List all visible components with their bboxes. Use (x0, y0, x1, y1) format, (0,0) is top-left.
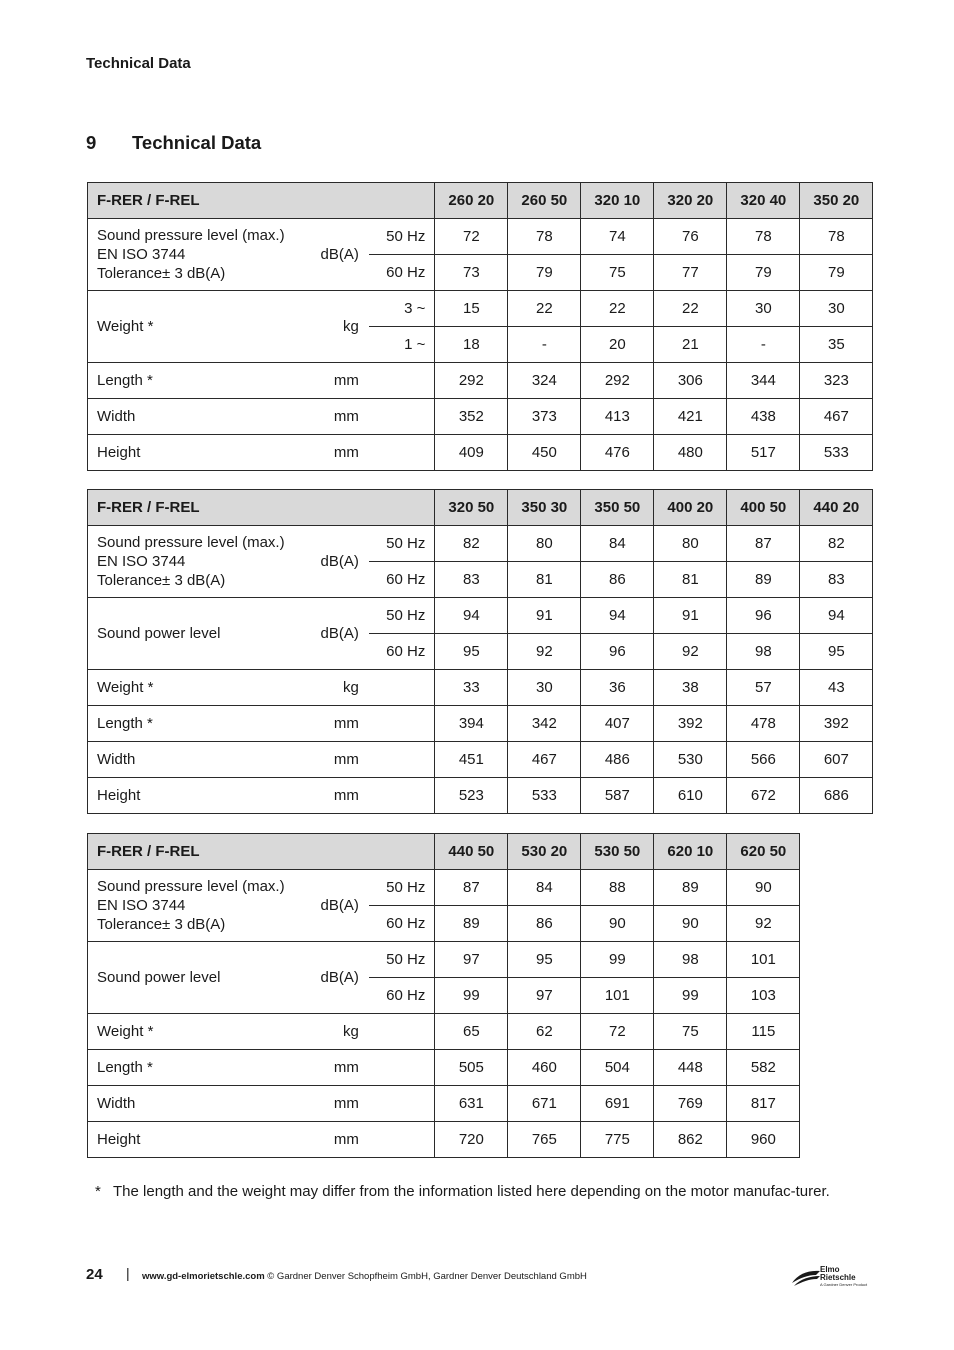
value-cell: 89 (654, 870, 727, 906)
value-cell: 94 (435, 598, 508, 634)
value-cell: 35 (800, 327, 873, 363)
value-cell: 517 (727, 435, 800, 471)
value-cell: 392 (654, 706, 727, 742)
value-cell: 607 (800, 742, 873, 778)
value-cell: 720 (435, 1122, 508, 1158)
value-cell: 86 (508, 906, 581, 942)
value-cell: 373 (508, 399, 581, 435)
value-cell: - (508, 327, 581, 363)
table-row (88, 363, 873, 399)
model-header: 440 50 (435, 834, 508, 870)
row-label-weight: Weight * (88, 1014, 321, 1050)
value-cell: 98 (654, 942, 727, 978)
label-line: EN ISO 3744 (97, 897, 186, 914)
unit-cell: mm (321, 399, 369, 435)
label-line: EN ISO 3744 (97, 553, 186, 570)
value-cell: 413 (581, 399, 654, 435)
value-cell: 769 (654, 1086, 727, 1122)
frequency-cell: 60 Hz (369, 634, 435, 670)
table-row (88, 670, 873, 706)
value-cell: 80 (654, 526, 727, 562)
value-cell: 533 (800, 435, 873, 471)
unit-cell: mm (321, 435, 369, 471)
value-cell: 94 (581, 598, 654, 634)
model-header: 350 50 (581, 490, 654, 526)
value-cell: 342 (508, 706, 581, 742)
table-row (88, 435, 873, 471)
website-link[interactable]: www.gd-elmorietschle.com (142, 1271, 265, 1282)
footer-separator: | (126, 1265, 130, 1281)
model-header: 400 20 (654, 490, 727, 526)
label-line: Sound pressure level (max.) (97, 878, 285, 895)
label-line: Tolerance± 3 dB(A) (97, 265, 226, 282)
section-number: 9 (86, 132, 97, 153)
unit-cell: dB(A) (321, 598, 369, 670)
unit-cell: mm (321, 1050, 369, 1086)
value-cell: 89 (727, 562, 800, 598)
value-cell: 72 (581, 1014, 654, 1050)
empty-cell (369, 1122, 435, 1158)
value-cell: 324 (508, 363, 581, 399)
row-label-length: Length * (88, 706, 321, 742)
model-series-label: F-RER / F-REL (88, 490, 435, 526)
value-cell: 686 (800, 778, 873, 814)
value-cell: 77 (654, 255, 727, 291)
value-cell: 292 (435, 363, 508, 399)
value-cell: 30 (508, 670, 581, 706)
value-cell: 460 (508, 1050, 581, 1086)
value-cell: 765 (508, 1122, 581, 1158)
label-line: Tolerance± 3 dB(A) (97, 916, 226, 933)
unit-cell: mm (321, 363, 369, 399)
value-cell: 57 (727, 670, 800, 706)
table-header-row (88, 183, 873, 219)
frequency-cell: 50 Hz (369, 219, 435, 255)
value-cell: 486 (581, 742, 654, 778)
model-header: 620 50 (727, 834, 800, 870)
value-cell: 691 (581, 1086, 654, 1122)
row-label-width: Width (88, 399, 321, 435)
unit-cell: dB(A) (321, 526, 369, 598)
unit-cell: mm (321, 706, 369, 742)
value-cell: 72 (435, 219, 508, 255)
value-cell: 90 (654, 906, 727, 942)
value-cell: - (727, 327, 800, 363)
value-cell: 523 (435, 778, 508, 814)
empty-cell (369, 363, 435, 399)
table-row (88, 399, 873, 435)
unit-cell: mm (321, 778, 369, 814)
value-cell: 533 (508, 778, 581, 814)
value-cell: 78 (508, 219, 581, 255)
brand-logo-text (820, 1266, 867, 1287)
value-cell: 73 (435, 255, 508, 291)
unit-cell: mm (321, 1086, 369, 1122)
model-header: 320 40 (727, 183, 800, 219)
value-cell: 30 (800, 291, 873, 327)
row-label-height: Height (88, 435, 321, 471)
value-cell: 99 (581, 942, 654, 978)
model-header: 620 10 (654, 834, 727, 870)
value-cell: 530 (654, 742, 727, 778)
value-cell: 33 (435, 670, 508, 706)
row-label-height: Height (88, 778, 321, 814)
value-cell: 79 (800, 255, 873, 291)
section-title: Technical Data (132, 132, 262, 153)
value-cell: 97 (508, 978, 581, 1014)
model-series-label: F-RER / F-REL (88, 834, 435, 870)
row-label-sound-power: Sound power level (88, 598, 321, 670)
frequency-cell: 50 Hz (369, 870, 435, 906)
value-cell: 448 (654, 1050, 727, 1086)
value-cell: 92 (727, 906, 800, 942)
table-row (88, 598, 873, 634)
value-cell: 505 (435, 1050, 508, 1086)
value-cell: 450 (508, 435, 581, 471)
value-cell: 98 (727, 634, 800, 670)
model-header: 530 20 (508, 834, 581, 870)
value-cell: 30 (727, 291, 800, 327)
value-cell: 22 (508, 291, 581, 327)
value-cell: 480 (654, 435, 727, 471)
row-label-length: Length * (88, 1050, 321, 1086)
value-cell: 78 (727, 219, 800, 255)
row-label-height: Height (88, 1122, 321, 1158)
value-cell: 352 (435, 399, 508, 435)
value-cell: 65 (435, 1014, 508, 1050)
unit-cell: dB(A) (321, 870, 369, 942)
footnote-text: The length and the weight may differ from the information listed here depending on the motor manufac-turer. (113, 1183, 830, 1200)
unit-cell: dB(A) (321, 219, 369, 291)
value-cell: 21 (654, 327, 727, 363)
value-cell: 587 (581, 778, 654, 814)
value-cell: 36 (581, 670, 654, 706)
unit-cell: mm (321, 1122, 369, 1158)
value-cell: 671 (508, 1086, 581, 1122)
row-label-width: Width (88, 1086, 321, 1122)
value-cell: 80 (508, 526, 581, 562)
value-cell: 421 (654, 399, 727, 435)
value-cell: 92 (654, 634, 727, 670)
model-header: 440 20 (800, 490, 873, 526)
value-cell: 115 (727, 1014, 800, 1050)
value-cell: 18 (435, 327, 508, 363)
value-cell: 84 (508, 870, 581, 906)
value-cell: 438 (727, 399, 800, 435)
value-cell: 99 (654, 978, 727, 1014)
value-cell: 344 (727, 363, 800, 399)
value-cell: 15 (435, 291, 508, 327)
value-cell: 22 (581, 291, 654, 327)
table-row (88, 1122, 800, 1158)
value-cell: 95 (508, 942, 581, 978)
empty-cell (369, 670, 435, 706)
value-cell: 20 (581, 327, 654, 363)
value-cell: 92 (508, 634, 581, 670)
row-label-width: Width (88, 742, 321, 778)
value-cell: 672 (727, 778, 800, 814)
copyright-text: © Gardner Denver Schopfheim GmbH, Gardner Denver Deutschland GmbH (267, 1271, 587, 1282)
table-row (88, 291, 873, 327)
logo-line-2: Rietschle (820, 1273, 856, 1282)
table-row (88, 870, 800, 906)
value-cell: 43 (800, 670, 873, 706)
empty-cell (369, 742, 435, 778)
running-header: Technical Data (86, 55, 191, 72)
value-cell: 88 (581, 870, 654, 906)
frequency-cell: 50 Hz (369, 942, 435, 978)
value-cell: 504 (581, 1050, 654, 1086)
value-cell: 83 (800, 562, 873, 598)
value-cell: 566 (727, 742, 800, 778)
empty-cell (369, 1050, 435, 1086)
empty-cell (369, 706, 435, 742)
frequency-cell: 60 Hz (369, 562, 435, 598)
phase-cell: 3 ~ (369, 291, 435, 327)
row-label-sound-pressure (88, 870, 321, 942)
table-row (88, 942, 800, 978)
value-cell: 79 (508, 255, 581, 291)
label-line: Sound pressure level (max.) (97, 227, 285, 244)
table-row (88, 742, 873, 778)
value-cell: 101 (581, 978, 654, 1014)
value-cell: 862 (654, 1122, 727, 1158)
value-cell: 38 (654, 670, 727, 706)
value-cell: 96 (581, 634, 654, 670)
unit-cell: kg (321, 1014, 369, 1050)
model-header: 260 20 (435, 183, 508, 219)
table-row (88, 526, 873, 562)
value-cell: 75 (654, 1014, 727, 1050)
footnote-marker: * (95, 1183, 101, 1200)
unit-cell: dB(A) (321, 942, 369, 1014)
row-label-sound-pressure (88, 219, 321, 291)
logo-tagline: A Gardner Denver Product (820, 1282, 868, 1287)
table-row (88, 1086, 800, 1122)
value-cell: 89 (435, 906, 508, 942)
value-cell: 97 (435, 942, 508, 978)
value-cell: 323 (800, 363, 873, 399)
table-row (88, 778, 873, 814)
value-cell: 478 (727, 706, 800, 742)
table-row (88, 706, 873, 742)
page-number: 24 (86, 1266, 103, 1283)
value-cell: 74 (581, 219, 654, 255)
unit-cell: kg (321, 291, 369, 363)
row-label-weight: Weight * (88, 291, 321, 363)
value-cell: 87 (435, 870, 508, 906)
row-label-sound-power: Sound power level (88, 942, 321, 1014)
value-cell: 81 (508, 562, 581, 598)
value-cell: 84 (581, 526, 654, 562)
value-cell: 101 (727, 942, 800, 978)
empty-cell (369, 1086, 435, 1122)
value-cell: 75 (581, 255, 654, 291)
value-cell: 610 (654, 778, 727, 814)
value-cell: 631 (435, 1086, 508, 1122)
model-header: 530 50 (581, 834, 654, 870)
value-cell: 82 (800, 526, 873, 562)
value-cell: 582 (727, 1050, 800, 1086)
row-label-sound-pressure (88, 526, 321, 598)
value-cell: 83 (435, 562, 508, 598)
tech-table-3 (87, 833, 800, 1158)
value-cell: 95 (800, 634, 873, 670)
value-cell: 91 (654, 598, 727, 634)
empty-cell (369, 399, 435, 435)
value-cell: 392 (800, 706, 873, 742)
value-cell: 467 (800, 399, 873, 435)
value-cell: 94 (800, 598, 873, 634)
value-cell: 467 (508, 742, 581, 778)
model-header: 400 50 (727, 490, 800, 526)
empty-cell (369, 435, 435, 471)
table-row (88, 1050, 800, 1086)
footnote (95, 1182, 865, 1201)
label-line: Sound pressure level (max.) (97, 534, 285, 551)
value-cell: 22 (654, 291, 727, 327)
frequency-cell: 60 Hz (369, 906, 435, 942)
tech-table-1 (87, 182, 873, 471)
footer-text (142, 1271, 587, 1282)
section-heading (86, 132, 261, 154)
value-cell: 775 (581, 1122, 654, 1158)
frequency-cell: 50 Hz (369, 526, 435, 562)
value-cell: 99 (435, 978, 508, 1014)
label-line: Tolerance± 3 dB(A) (97, 572, 226, 589)
value-cell: 90 (581, 906, 654, 942)
value-cell: 407 (581, 706, 654, 742)
table-header-row (88, 834, 800, 870)
value-cell: 90 (727, 870, 800, 906)
frequency-cell: 50 Hz (369, 598, 435, 634)
value-cell: 91 (508, 598, 581, 634)
value-cell: 62 (508, 1014, 581, 1050)
value-cell: 76 (654, 219, 727, 255)
row-label-weight: Weight * (88, 670, 321, 706)
value-cell: 306 (654, 363, 727, 399)
value-cell: 78 (800, 219, 873, 255)
model-header: 350 30 (508, 490, 581, 526)
model-header: 320 10 (581, 183, 654, 219)
label-line: EN ISO 3744 (97, 246, 186, 263)
tech-table-2 (87, 489, 873, 814)
value-cell: 82 (435, 526, 508, 562)
frequency-cell: 60 Hz (369, 255, 435, 291)
table-row (88, 219, 873, 255)
value-cell: 103 (727, 978, 800, 1014)
value-cell: 817 (727, 1086, 800, 1122)
value-cell: 476 (581, 435, 654, 471)
logo-line-1: Elmo (820, 1265, 840, 1274)
value-cell: 79 (727, 255, 800, 291)
value-cell: 87 (727, 526, 800, 562)
table-header-row (88, 490, 873, 526)
value-cell: 86 (581, 562, 654, 598)
model-header: 260 50 (508, 183, 581, 219)
phase-cell: 1 ~ (369, 327, 435, 363)
empty-cell (369, 778, 435, 814)
unit-cell: kg (321, 670, 369, 706)
value-cell: 96 (727, 598, 800, 634)
empty-cell (369, 1014, 435, 1050)
model-series-label: F-RER / F-REL (88, 183, 435, 219)
model-header: 320 50 (435, 490, 508, 526)
value-cell: 95 (435, 634, 508, 670)
value-cell: 81 (654, 562, 727, 598)
value-cell: 409 (435, 435, 508, 471)
value-cell: 960 (727, 1122, 800, 1158)
value-cell: 292 (581, 363, 654, 399)
table-row (88, 1014, 800, 1050)
unit-cell: mm (321, 742, 369, 778)
frequency-cell: 60 Hz (369, 978, 435, 1014)
value-cell: 394 (435, 706, 508, 742)
model-header: 350 20 (800, 183, 873, 219)
row-label-length: Length * (88, 363, 321, 399)
value-cell: 451 (435, 742, 508, 778)
model-header: 320 20 (654, 183, 727, 219)
